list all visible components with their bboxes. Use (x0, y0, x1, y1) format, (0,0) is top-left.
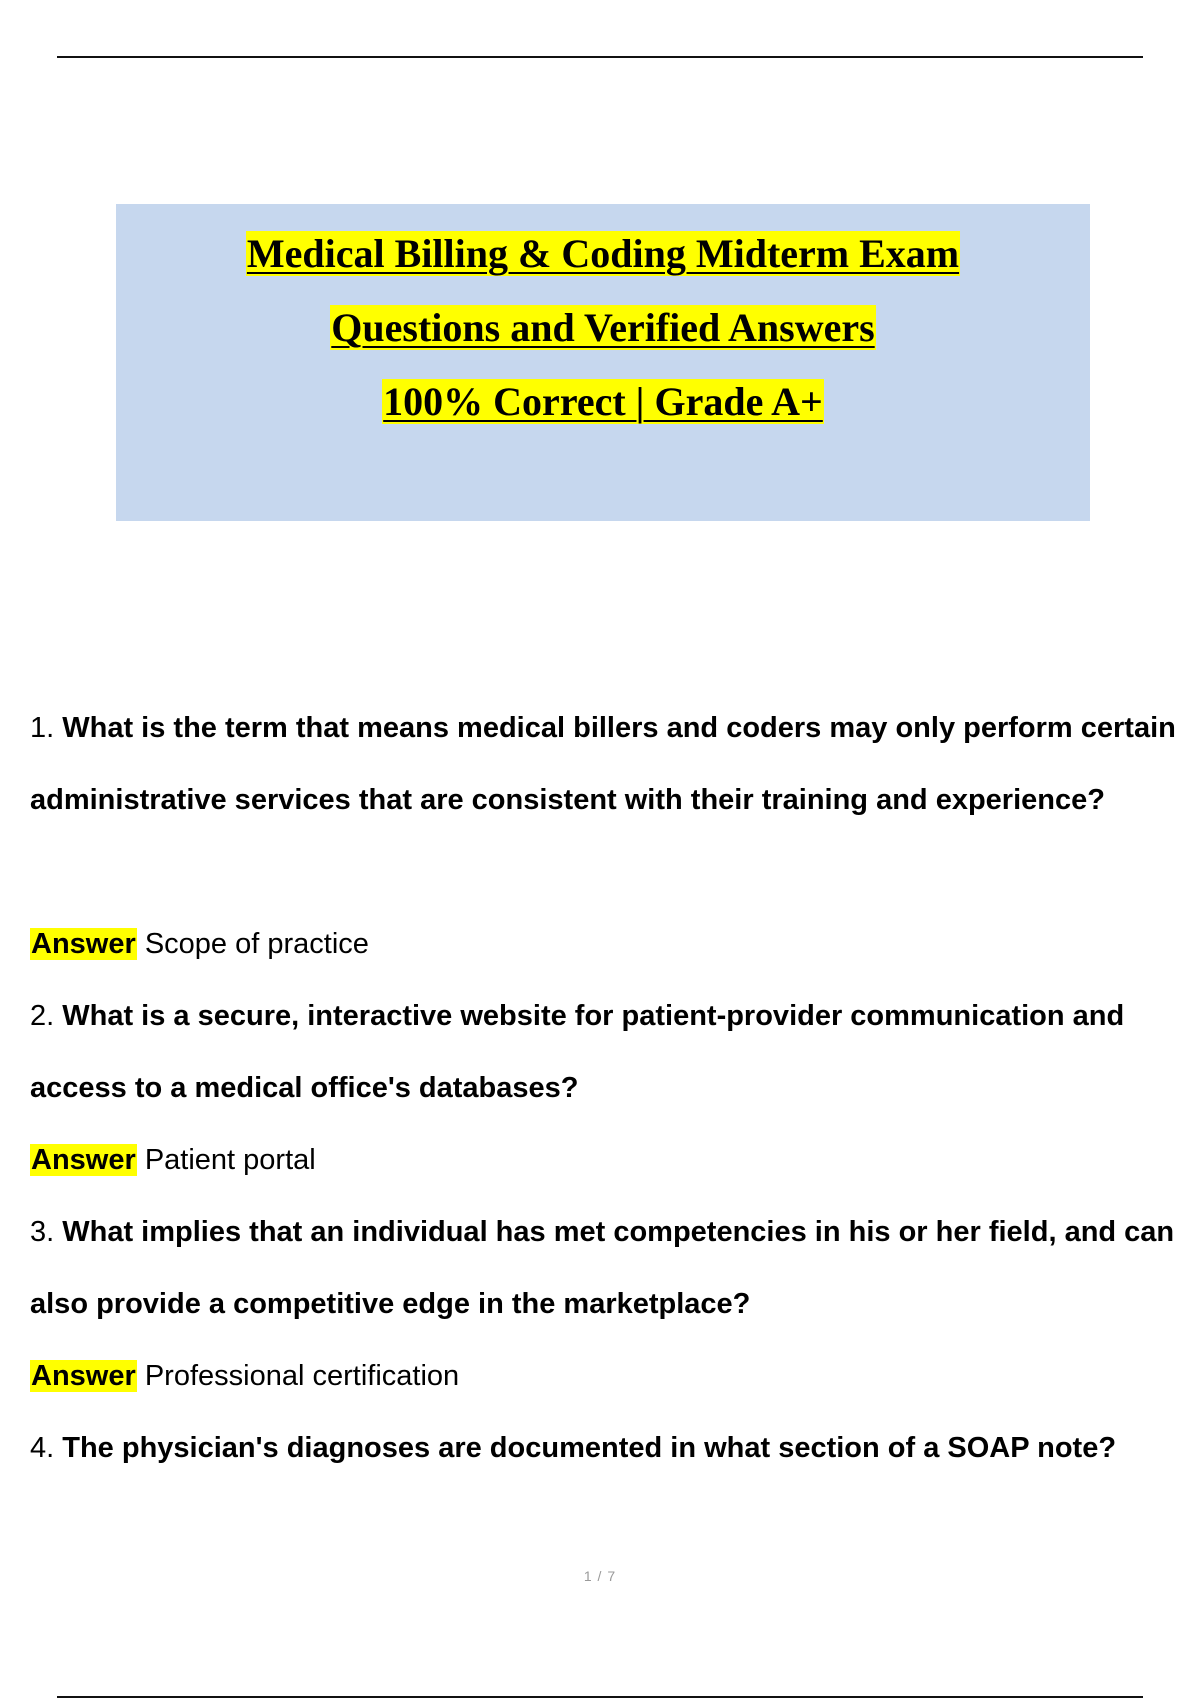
question-3 (30, 1196, 1180, 1340)
answer-1 (30, 908, 1180, 980)
question-4 (30, 1412, 1180, 1484)
top-divider (57, 56, 1143, 58)
page-indicator: 1 / 7 (583, 1568, 617, 1584)
question-text: What implies that an individual has met competencies in his or her field, and can also provide a competitive edge in the marketplace? (30, 1216, 1175, 1320)
question-text: The physician's diagnoses are documented in what section of a SOAP note? (62, 1432, 1117, 1464)
title-line-3: 100% Correct | Grade A+ (383, 379, 823, 424)
title-line-1: Medical Billing & Coding Midterm Exam (246, 231, 960, 276)
question-text: What is a secure, interactive website for patient-provider communication and access to a medical office's databases? (30, 1000, 1125, 1104)
question-number: 4. (30, 1432, 55, 1464)
answer-text: Scope of practice (144, 928, 369, 960)
title-banner (116, 204, 1090, 521)
answer-label: Answer (31, 1144, 136, 1176)
answer-label: Answer (31, 1360, 136, 1392)
title-line-2: Questions and Verified Answers (331, 305, 875, 350)
question-1 (30, 692, 1180, 836)
bottom-divider (57, 1696, 1143, 1698)
answer-label: Answer (31, 928, 136, 960)
answer-2 (30, 1124, 1180, 1196)
question-number: 1. (30, 712, 55, 744)
question-text: What is the term that means medical billers and coders may only perform certain administrative services that are consistent with their training and experience? (30, 712, 1176, 816)
question-number: 3. (30, 1216, 55, 1248)
answer-3 (30, 1340, 1180, 1412)
answer-text: Patient portal (144, 1144, 316, 1176)
answer-text: Professional certification (144, 1360, 460, 1392)
question-number: 2. (30, 1000, 55, 1032)
question-2 (30, 980, 1180, 1124)
